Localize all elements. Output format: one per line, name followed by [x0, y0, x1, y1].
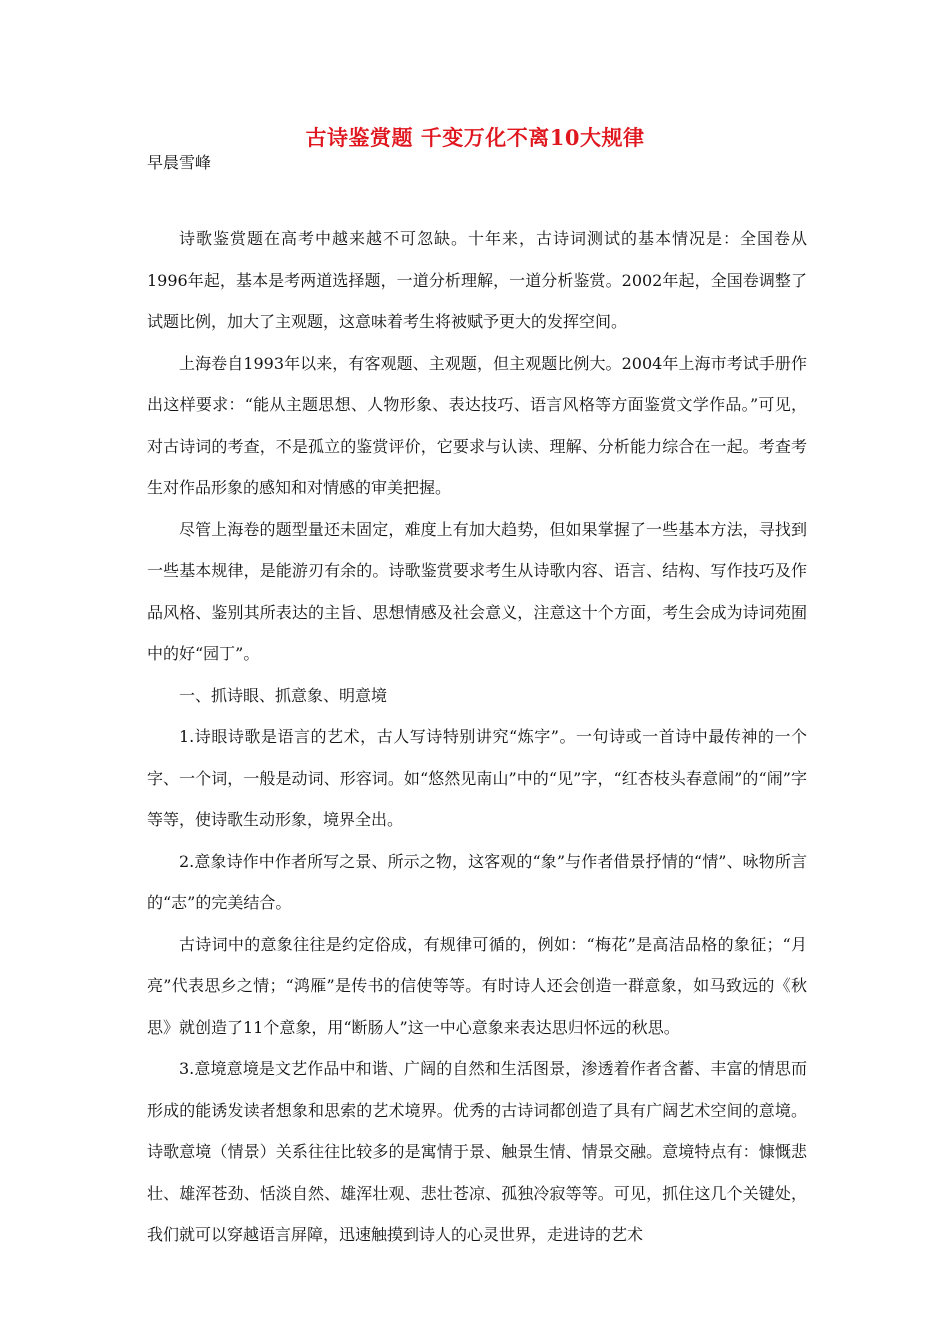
paragraph: 诗歌鉴赏题在高考中越来越不可忽缺。十年来，古诗词测试的基本情况是：全国卷从1996年起，基本是考两道选择题，一道分析理解，一道分析鉴赏。2002年起，全国卷调整了试题比例，加大了主观题，这意味着考生将被赋予更大的发挥空间。	[147, 229, 807, 331]
paragraph: 古诗词中的意象往往是约定俗成，有规律可循的，例如：“梅花”是高洁品格的象征；“月亮”代表思乡之情；“鸿雁”是传书的信使等等。有时诗人还会创造一群意象，如马致远的《秋思》就创造了11个意象，用“断肠人”这一中心意象来表达思归怀远的秋思。	[147, 934, 807, 1037]
author-name: 早晨雪峰	[147, 153, 212, 172]
paragraph: 1.诗眼诗歌是语言的艺术，古人写诗特别讲究“炼字”。一句诗或一首诗中最传神的一个字、一个词，一般是动词、形容词。如“悠然见南山”中的“见”字，“红杏枝头春意闹”的“闹”字等等，使诗歌生动形象，境界全出。	[147, 727, 807, 829]
paragraph: 尽管上海卷的题型量还未固定，难度上有加大趋势，但如果掌握了一些基本方法，寻找到一些基本规律，是能游刃有余的。诗歌鉴赏要求考生从诗歌内容、语言、结构、写作技巧及作品风格、鉴别其所表达的主旨、思想情感及社会意义，注意这十个方面，考生会成为诗词苑囿中的好“园丁”。	[147, 519, 807, 663]
section-heading: 一、抓诗眼、抓意象、明意境	[179, 685, 388, 705]
document-title: 古诗鉴赏题 千变万化不离10大规律	[305, 125, 645, 150]
article-body	[147, 218, 807, 1256]
paragraph: 上海卷自1993年以来，有客观题、主观题，但主观题比例大。2004年上海市考试手册作出这样要求：“能从主题思想、人物形象、表达技巧、语言风格等方面鉴赏文学作品。”可见，对古诗词的考查，不是孤立的鉴赏评价，它要求与认读、理解、分析能力综合在一起。考查考生对作品形象的感知和对情感的审美把握。	[147, 353, 807, 497]
paragraph: 3.意境意境是文艺作品中和谐、广阔的自然和生活图景，渗透着作者含蓄、丰富的情思而形成的能诱发读者想象和思索的艺术境界。优秀的古诗词都创造了具有广阔艺术空间的意境。诗歌意境（情景）关系往往比较多的是寓情于景、触景生情、情景交融。意境特点有：慷慨悲壮、雄浑苍劲、恬淡自然、雄浑壮观、悲壮苍凉、孤独冷寂等等。可见，抓住这几个关键处，我们就可以穿越语言屏障，迅速触摸到诗人的心灵世界，走进诗的艺术	[147, 1059, 807, 1244]
paragraph: 2.意象诗作中作者所写之景、所示之物，这客观的“象”与作者借景抒情的“情”、咏物所言的“志”的完美结合。	[147, 851, 807, 912]
